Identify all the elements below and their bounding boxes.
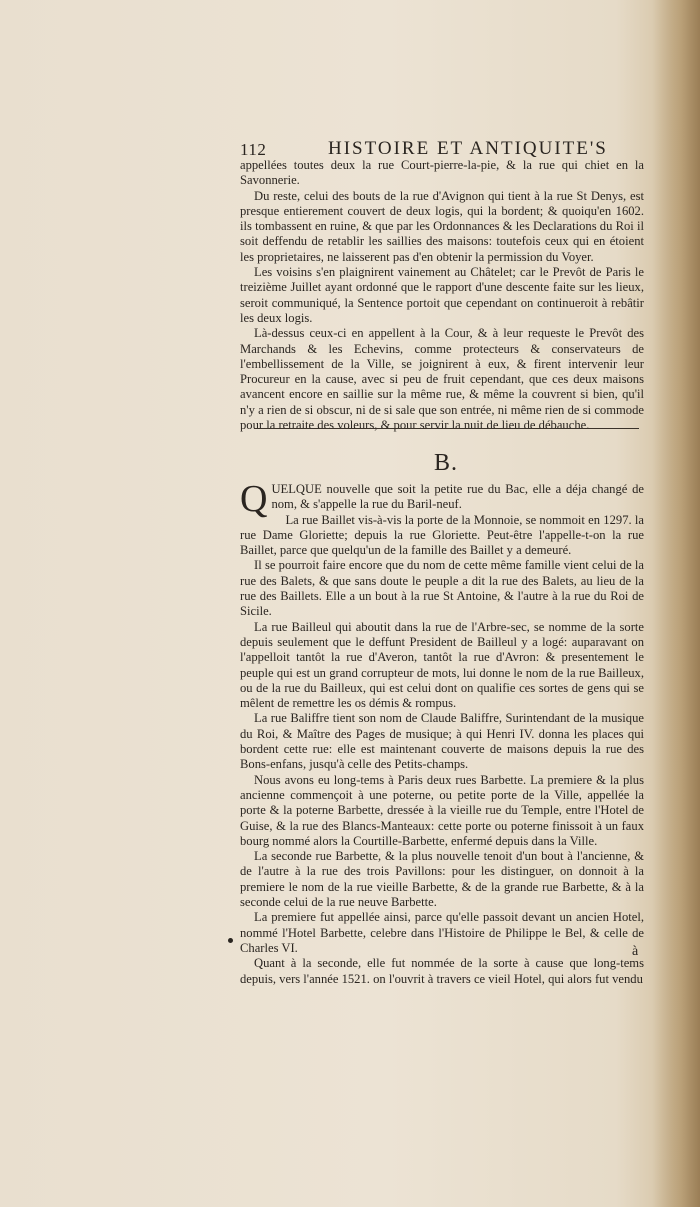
section-divider-rule bbox=[254, 428, 639, 429]
drop-cap: Q bbox=[240, 478, 268, 520]
paragraph-text: UELQUE nouvelle que soit la petite rue du Bac, elle a déja changé de nom, & s'appelle la rue du Baril-neuf. bbox=[271, 482, 644, 512]
paragraph: Là-dessus ceux-ci en appellent à la Cour, & à leur requeste le Prevôt des Marchands & les Echevins, comme protecteurs & conservateurs de l'embellissement de la Ville, se joignirent à eux, & firent intervenir leur Procureur en la cause, avec si peu de fruit cependant, que ces deux maisons avancent encore en saillie sur la même rue, & même la couvrent si bien, qu'il n'y a rien de si obscur, ni de si sale que son entrée, ni même rien de si commode pour la retraite des voleurs, & pour servir la nuit de lieu de débauche. bbox=[240, 326, 644, 433]
paragraph: Quant à la seconde, elle fut nommée de la sorte à cause que long-tems depuis, vers l'année 1521. on l'ouvrit à travers ce vieil Hotel, qui alors fut vendu bbox=[240, 956, 644, 986]
paragraph: Du reste, celui des bouts de la rue d'Avignon qui tient à la rue St Denys, est presque entierement couvert de deux logis, qui la bordent; & quoiqu'en 1602. ils tombassent en ruine, & que par les Ordonnances & les Declarations du Roi il soit deffendu de retablir les saillies des maisons: toutefois ceux qui en étoient les proprietaires, ne laisserent pas d'en obtenir la permission du Voyer. bbox=[240, 188, 644, 264]
catchword: à bbox=[632, 944, 639, 959]
section-b-text bbox=[240, 478, 644, 987]
paragraph: La rue Baliffre tient son nom de Claude Baliffre, Surintendant de la musique du Roi, & Maître des Pages de musique; à qui Henri IV. donna les places qui bordent cette rue: elle est maintenant couverte de maisons depuis la rue des Bons-enfans, jusqu'à celle des Petits-champs. bbox=[240, 711, 644, 772]
page-gutter-shadow bbox=[652, 0, 700, 1207]
paragraph-with-dropcap bbox=[240, 478, 644, 520]
section-heading-letter: B. bbox=[434, 450, 459, 476]
paragraph: La rue Baillet vis-à-vis la porte de la Monnoie, se nommoit en 1297. la rue Dame Gloriette; depuis la rue Gloriette. Peut-être l'appelle-t-on la rue Baillet, parce que quelqu'un de la famille des Baillet y a demeuré. bbox=[240, 512, 644, 558]
paragraph: Nous avons eu long-tems à Paris deux rues Barbette. La premiere & la plus ancienne commençoit à une poterne, ou petite porte de la Ville, appellée la porte & la poterne Barbette, dressée à la vieille rue du Temple, entre l'Hotel de Guise, & la rue des Blancs-Manteaux: cette porte ou poterne finissoit à un faux bourg nommé alors la Courtille-Barbette, enfermé depuis dans la Ville. bbox=[240, 772, 644, 848]
paragraph: La seconde rue Barbette, & la plus nouvelle tenoit d'un bout à l'ancienne, & de l'autre à la rue des trois Pavillons: pour les distinguer, on donnoit à la premiere le nom de la rue vieille Barbette, & de la grande rue Barbette, & à la seconde celui de la rue neuve Barbette. bbox=[240, 849, 644, 910]
ink-dot-mark bbox=[228, 938, 233, 943]
paragraph: Il se pourroit faire encore que du nom de cette même famille vient celui de la rue des Balets, & que sans doute le peuple a dit la rue des Balets, au lieu de la rue des Baillets. Elle a un bout à la rue St Antoine, & l'autre à la rue du Roi de Sicile. bbox=[240, 558, 644, 619]
page-number: 112 bbox=[240, 140, 267, 159]
running-title: HISTOIRE ET ANTIQUITE'S bbox=[328, 138, 608, 159]
paragraph: La rue Bailleul qui aboutit dans la rue de l'Arbre-sec, se nomme de la sorte depuis seulement que le deffunt President de Bailleul y a logé: auparavant on l'appelloit tantôt la rue d'Averon, tantôt la rue d'Avron: & presentement le peuple qui est un grand corrupteur de mots, lui donne le nom de la rue Bailleux, ou de la rue du Bailleux, qui est celui dont on qualifie ces sortes de gens qui se mêlent de remettre les os démis & rompus. bbox=[240, 619, 644, 711]
paragraph: La premiere fut appellée ainsi, parce qu'elle passoit devant un ancien Hotel, nommé l'Hotel Barbette, celebre dans l'Histoire de Philippe le Bel, & celle de Charles VI. bbox=[240, 910, 644, 955]
paragraph: appellées toutes deux la rue Court-pierre-la-pie, & la rue qui chiet en la Savonnerie. bbox=[240, 158, 644, 188]
section-a-text bbox=[240, 158, 644, 433]
paragraph: Les voisins s'en plaignirent vainement au Châtelet; car le Prevôt de Paris le treizième Juillet ayant ordonné que le rapport d'une descente faite sur les lieux, seroit communiqué, la Sentence portoit que cependant on continueroit à rebâtir les deux logis. bbox=[240, 265, 644, 325]
